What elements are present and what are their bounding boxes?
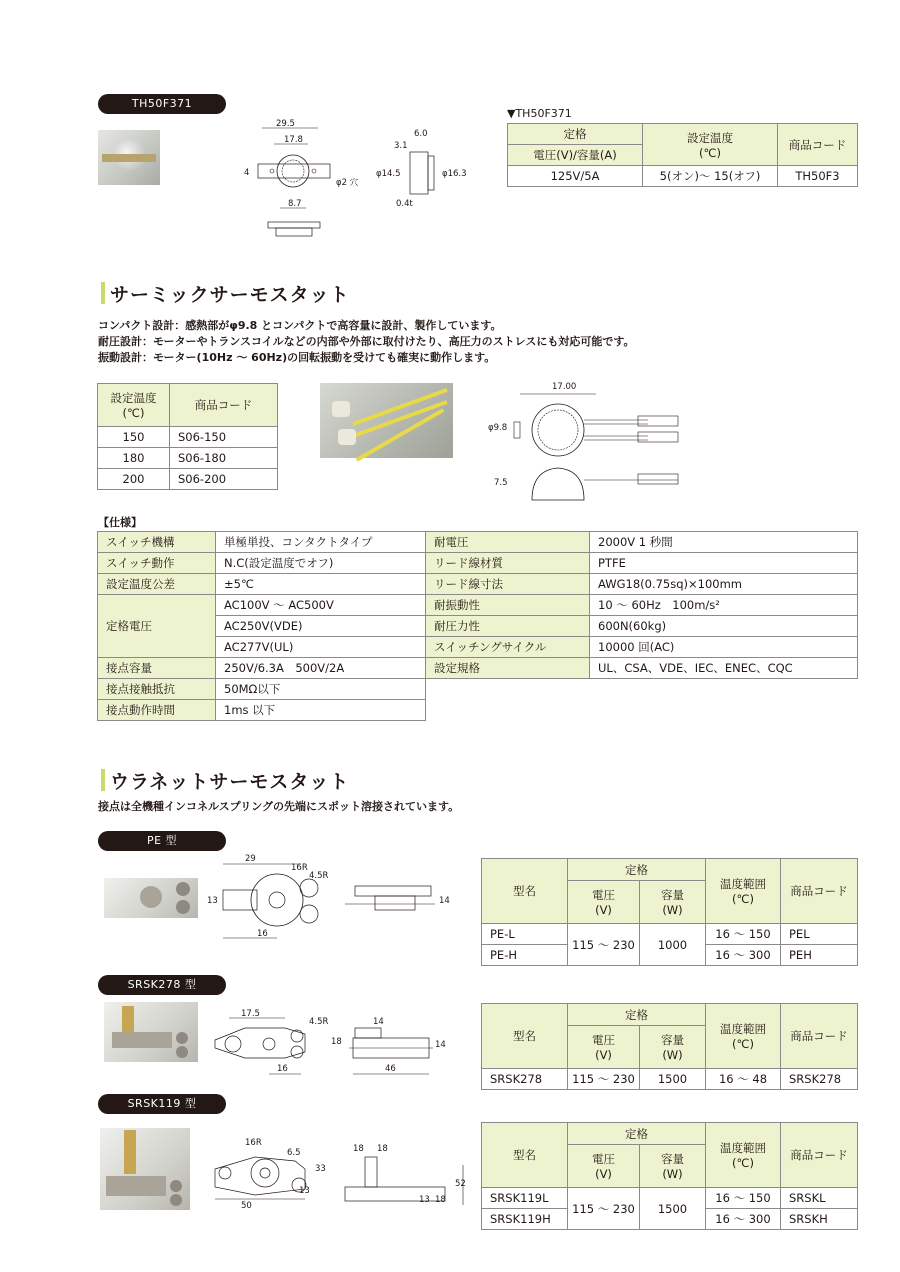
terminal-tab-image (102, 154, 156, 162)
thermic-description: コンパクト設計：感熱部がφ9.8 とコンパクトで高容量に設計、製作しています。 耐圧設計：モーターやトランスコイルなどの内部や外部に取付けたり、高圧力のストレスにも対応可能です。 振動設計：モーター(10Hz ～ 60Hz)の回転振動を受けても確実に動作します。 (98, 319, 635, 364)
td-code: SRSKH (781, 1209, 858, 1230)
td-range: 16 ～ 150 (706, 1188, 781, 1209)
thermic-section-title: サーミックサーモスタット (110, 280, 350, 307)
srsk278-model-pill: SRSK278 型 (98, 975, 226, 995)
spec-value: 50MΩ以下 (216, 679, 426, 700)
spec-key: スイッチ機構 (98, 532, 216, 553)
spec-value: 250V/6.3A 500V/2A (216, 658, 426, 679)
spec-value: 単極単投、コンタクトタイプ (216, 532, 426, 553)
spec-value: ±5℃ (216, 574, 426, 595)
spec-table-left (97, 531, 426, 721)
svg-text:33: 33 (315, 1164, 326, 1174)
th-rating: 定格 (568, 1123, 706, 1145)
screw-image (170, 1194, 182, 1206)
svg-text:50: 50 (241, 1201, 252, 1211)
screw-image (176, 900, 190, 914)
svg-text:18: 18 (377, 1144, 388, 1154)
th-capacity: 容量 (W) (640, 1145, 706, 1188)
svg-text:18: 18 (435, 1195, 446, 1205)
th-set-temp: 設定温度 (℃) (98, 384, 170, 427)
spec-value: AC277V(UL) (216, 637, 426, 658)
td-capacity: 1000 (640, 924, 706, 966)
spec-key: 接点接触抵抗 (98, 679, 216, 700)
td-temp: 150 (98, 427, 170, 448)
srsk119-dimension-drawing (205, 1135, 480, 1215)
dim-7.5: 7.5 (494, 478, 508, 488)
spec-key: スイッチングサイクル (426, 637, 590, 658)
spec-key: リード線寸法 (426, 574, 590, 595)
spec-key: 耐電圧 (426, 532, 590, 553)
uranet-section-title: ウラネットサーモスタット (110, 767, 349, 794)
spec-value: AC250V(VDE) (216, 616, 426, 637)
td-model: SRSK119H (482, 1209, 568, 1230)
pe-photo (104, 878, 198, 918)
dim-hole: φ2 穴 (336, 178, 359, 188)
spec-value: 2000V 1 秒間 (590, 532, 858, 553)
svg-text:13: 13 (299, 1186, 310, 1196)
th-code: 商品コード (170, 384, 278, 427)
svg-text:16R: 16R (245, 1138, 262, 1148)
td-temp: 200 (98, 469, 170, 490)
svg-text:13: 13 (419, 1195, 430, 1205)
shaft-image (124, 1130, 136, 1174)
td-range: 16 ～ 48 (706, 1069, 781, 1090)
svg-text:16R: 16R (291, 863, 308, 873)
srsk278-table (481, 1003, 858, 1090)
spec-key: 設定温度公差 (98, 574, 216, 595)
td-voltage: 115 ～ 230 (568, 1188, 640, 1230)
pe-model-pill: PE 型 (98, 831, 226, 851)
th-voltage: 電圧 (V) (568, 1026, 640, 1069)
td-temp: 5(オン)～ 15(オフ) (643, 166, 778, 187)
th-code: 商品コード (781, 1004, 858, 1069)
thermic-dimension-drawing (488, 380, 688, 510)
th50f371-table (507, 123, 858, 187)
spec-key: 耐圧力性 (426, 616, 590, 637)
dim-29.5: 29.5 (276, 119, 295, 129)
th-range: 温度範囲 (℃) (706, 1004, 781, 1069)
dim-3.1: 3.1 (394, 141, 408, 151)
td-code: S06-180 (170, 448, 278, 469)
td-code: PEL (781, 924, 858, 945)
sensor-head-image (332, 401, 350, 417)
svg-text:4.5R: 4.5R (309, 871, 329, 881)
dim-phi9.8: φ9.8 (488, 423, 508, 433)
base-image (106, 1176, 166, 1196)
uranet-description: 接点は全機種インコネルスプリングの先端にスポット溶接されています。 (98, 800, 460, 813)
td-model: SRSK278 (482, 1069, 568, 1090)
sensor-head-image (338, 429, 356, 445)
dim-phi16.3: φ16.3 (442, 169, 467, 179)
spec-value: AWG18(0.75sq)×100mm (590, 574, 858, 595)
dim-0.4t: 0.4t (396, 199, 413, 209)
spec-key: スイッチ動作 (98, 553, 216, 574)
spec-value: N.C(設定温度でオフ) (216, 553, 426, 574)
spec-key: 定格電圧 (98, 595, 216, 658)
srsk278-dimension-drawing (205, 1002, 465, 1082)
spec-key: 設定規格 (426, 658, 590, 679)
svg-text:18: 18 (331, 1037, 342, 1047)
pe-dimension-drawing (205, 852, 465, 947)
screw-image (176, 1032, 188, 1044)
td-code: SRSKL (781, 1188, 858, 1209)
td-capacity: 1500 (640, 1069, 706, 1090)
screw-image (176, 882, 190, 896)
td-temp: 180 (98, 448, 170, 469)
knob-base-image (140, 886, 162, 908)
th-rating: 定格 (568, 1004, 706, 1026)
spec-key: 接点容量 (98, 658, 216, 679)
th-model: 型名 (482, 1004, 568, 1069)
dim-phi14.5: φ14.5 (376, 169, 401, 179)
thermic-photo (320, 383, 453, 458)
srsk119-photo (100, 1128, 190, 1210)
spec-table-right (425, 531, 858, 679)
td-voltage: 115 ～ 230 (568, 924, 640, 966)
spec-value: PTFE (590, 553, 858, 574)
svg-text:16: 16 (277, 1064, 288, 1074)
svg-text:6.5: 6.5 (287, 1148, 301, 1158)
th-code: 商品コード (781, 859, 858, 924)
spec-value: UL、CSA、VDE、IEC、ENEC、CQC (590, 658, 858, 679)
td-range: 16 ～ 150 (706, 924, 781, 945)
td-model: PE-L (482, 924, 568, 945)
spec-value: 600N(60kg) (590, 616, 858, 637)
th-model: 型名 (482, 859, 568, 924)
td-code: SRSK278 (781, 1069, 858, 1090)
spec-label: 【仕様】 (98, 516, 142, 529)
spec-value: AC100V ～ AC500V (216, 595, 426, 616)
th-rating: 定格 (508, 124, 643, 145)
svg-text:13: 13 (207, 896, 218, 906)
spec-key: 耐振動性 (426, 595, 590, 616)
th50f371-photo (98, 130, 160, 185)
td-model: SRSK119L (482, 1188, 568, 1209)
th-rating-sub: 電圧(V)/容量(A) (508, 145, 643, 166)
td-code: TH50F3 (778, 166, 858, 187)
dim-17.8: 17.8 (284, 135, 303, 145)
spec-value: 1ms 以下 (216, 700, 426, 721)
th-voltage: 電圧 (V) (568, 1145, 640, 1188)
base-image (112, 1032, 172, 1048)
spec-key: リード線材質 (426, 553, 590, 574)
th-capacity: 容量 (W) (640, 1026, 706, 1069)
dim-4: 4 (244, 168, 250, 178)
td-code: S06-150 (170, 427, 278, 448)
dim-8.7: 8.7 (288, 199, 302, 209)
th-range: 温度範囲 (℃) (706, 859, 781, 924)
svg-text:4.5R: 4.5R (309, 1017, 329, 1027)
svg-text:16: 16 (257, 929, 268, 939)
td-capacity: 1500 (640, 1188, 706, 1230)
dim-17.00: 17.00 (552, 382, 577, 392)
th-temp: 設定温度 (℃) (643, 124, 778, 166)
th50f371-dimension-drawing (240, 118, 490, 248)
th-range: 温度範囲 (℃) (706, 1123, 781, 1188)
th-code: 商品コード (778, 124, 858, 166)
screw-image (170, 1180, 182, 1192)
svg-text:17.5: 17.5 (241, 1009, 260, 1019)
svg-text:14: 14 (373, 1017, 384, 1027)
td-voltage: 115 ～ 230 (568, 1069, 640, 1090)
spec-value: 10 ～ 60Hz 100m/s² (590, 595, 858, 616)
screw-image (176, 1046, 188, 1058)
th-capacity: 容量 (W) (640, 881, 706, 924)
th50f371-model-pill: TH50F371 (98, 94, 226, 114)
svg-text:29: 29 (245, 854, 256, 864)
srsk278-photo (104, 1002, 198, 1062)
th-code: 商品コード (781, 1123, 858, 1188)
title-accent-bar (101, 769, 105, 791)
dim-6.0: 6.0 (414, 129, 428, 139)
svg-text:52: 52 (455, 1179, 466, 1189)
spec-value: 10000 回(AC) (590, 637, 858, 658)
svg-text:46: 46 (385, 1064, 396, 1074)
svg-text:14: 14 (435, 1040, 446, 1050)
td-code: S06-200 (170, 469, 278, 490)
td-code: PEH (781, 945, 858, 966)
srsk119-model-pill: SRSK119 型 (98, 1094, 226, 1114)
thermic-temp-table (97, 383, 278, 490)
td-range: 16 ～ 300 (706, 945, 781, 966)
td-range: 16 ～ 300 (706, 1209, 781, 1230)
th-rating: 定格 (568, 859, 706, 881)
spec-key: 接点動作時間 (98, 700, 216, 721)
pe-table (481, 858, 858, 966)
svg-text:14: 14 (439, 896, 450, 906)
td-model: PE-H (482, 945, 568, 966)
th-model: 型名 (482, 1123, 568, 1188)
svg-text:18: 18 (353, 1144, 364, 1154)
title-accent-bar (101, 282, 105, 304)
th50f371-table-caption: ▼TH50F371 (507, 107, 572, 120)
th-voltage: 電圧 (V) (568, 881, 640, 924)
srsk119-table (481, 1122, 858, 1230)
td-rating: 125V/5A (508, 166, 643, 187)
